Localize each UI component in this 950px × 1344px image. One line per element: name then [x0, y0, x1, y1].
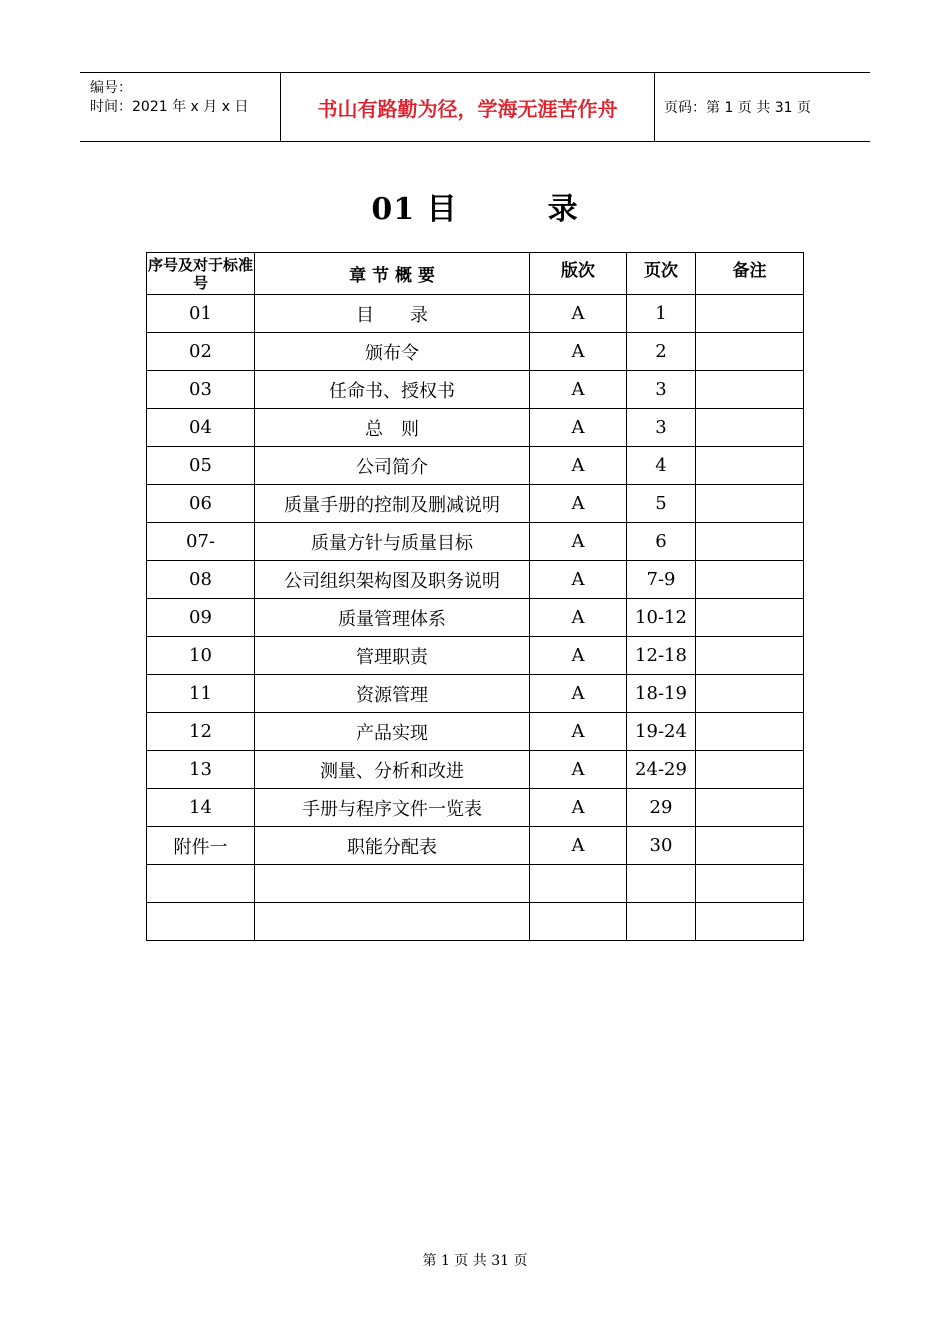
cell-version: A — [530, 295, 627, 333]
cell-version: A — [530, 675, 627, 713]
cell-pages: 30 — [627, 827, 696, 865]
cell-version: A — [530, 409, 627, 447]
table-row — [147, 903, 804, 941]
page-title — [0, 184, 950, 228]
cell-number: 11 — [147, 675, 255, 713]
cell-remarks — [696, 751, 804, 789]
cell-pages: 29 — [627, 789, 696, 827]
cell-remarks — [696, 561, 804, 599]
cell-chapter: 任命书、授权书 — [255, 371, 530, 409]
cell-pages: 19-24 — [627, 713, 696, 751]
table-row — [147, 599, 804, 637]
cell-pages: 3 — [627, 409, 696, 447]
cell-version: A — [530, 713, 627, 751]
cell-number: 09 — [147, 599, 255, 637]
cell-version: A — [530, 827, 627, 865]
time-label: 时间：2021 年 x 月 x 日 — [90, 99, 249, 115]
cell-number: 12 — [147, 713, 255, 751]
cell-number: 14 — [147, 789, 255, 827]
cell-remarks — [696, 523, 804, 561]
title-part2: 录 — [547, 192, 579, 227]
table-row — [147, 827, 804, 865]
table-row — [147, 789, 804, 827]
cell-remarks — [696, 409, 804, 447]
cell-chapter: 质量方针与质量目标 — [255, 523, 530, 561]
cell-version — [530, 865, 627, 903]
cell-remarks — [696, 447, 804, 485]
cell-version: A — [530, 333, 627, 371]
cell-pages: 4 — [627, 447, 696, 485]
table-row — [147, 447, 804, 485]
cell-pages: 12-18 — [627, 637, 696, 675]
cell-chapter: 产品实现 — [255, 713, 530, 751]
table-row — [147, 409, 804, 447]
table-row — [147, 713, 804, 751]
cell-version — [530, 903, 627, 941]
table-row — [147, 333, 804, 371]
cell-version: A — [530, 485, 627, 523]
cell-pages: 5 — [627, 485, 696, 523]
cell-pages: 18-19 — [627, 675, 696, 713]
header-chapter: 章 节 概 要 — [255, 253, 530, 295]
cell-remarks — [696, 713, 804, 751]
cell-number: 02 — [147, 333, 255, 371]
header-meta — [80, 73, 281, 141]
table-row — [147, 371, 804, 409]
cell-chapter: 颁布令 — [255, 333, 530, 371]
cell-pages: 2 — [627, 333, 696, 371]
cell-version: A — [530, 447, 627, 485]
title-number: 01 — [371, 192, 416, 227]
cell-version: A — [530, 523, 627, 561]
cell-remarks — [696, 827, 804, 865]
cell-remarks — [696, 903, 804, 941]
toc-table — [146, 252, 804, 941]
cell-pages: 3 — [627, 371, 696, 409]
table-header-row — [147, 253, 804, 295]
cell-version: A — [530, 371, 627, 409]
table-row — [147, 865, 804, 903]
cell-number — [147, 865, 255, 903]
header-number: 序号及对于标准号 — [147, 253, 255, 295]
page-footer: 第 1 页 共 31 页 — [422, 1253, 528, 1269]
cell-chapter: 管理职责 — [255, 637, 530, 675]
table-row — [147, 485, 804, 523]
header-version: 版次 — [530, 253, 627, 295]
title-part1: 目 — [426, 192, 458, 227]
cell-pages: 6 — [627, 523, 696, 561]
cell-chapter: 公司组织架构图及职务说明 — [255, 561, 530, 599]
cell-pages — [627, 865, 696, 903]
cell-number: 04 — [147, 409, 255, 447]
cell-version: A — [530, 751, 627, 789]
cell-number: 05 — [147, 447, 255, 485]
cell-remarks — [696, 371, 804, 409]
cell-number: 07- — [147, 523, 255, 561]
cell-chapter: 资源管理 — [255, 675, 530, 713]
cell-number: 01 — [147, 295, 255, 333]
cell-remarks — [696, 295, 804, 333]
cell-chapter: 目 录 — [255, 295, 530, 333]
cell-remarks — [696, 675, 804, 713]
header-remarks: 备注 — [696, 253, 804, 295]
cell-number: 08 — [147, 561, 255, 599]
header-page-info: 页码：第 1 页 共 31 页 — [664, 100, 811, 116]
cell-remarks — [696, 865, 804, 903]
serial-label: 编号： — [90, 80, 132, 96]
cell-pages: 1 — [627, 295, 696, 333]
cell-number: 附件一 — [147, 827, 255, 865]
cell-chapter: 质量手册的控制及删减说明 — [255, 485, 530, 523]
cell-pages: 7-9 — [627, 561, 696, 599]
cell-version: A — [530, 561, 627, 599]
header-motto: 书山有路勤为径，学海无涯苦作舟 — [281, 73, 655, 141]
table-row — [147, 295, 804, 333]
cell-remarks — [696, 485, 804, 523]
header-pages: 页次 — [627, 253, 696, 295]
cell-pages: 24-29 — [627, 751, 696, 789]
table-row — [147, 675, 804, 713]
cell-chapter — [255, 865, 530, 903]
cell-number: 13 — [147, 751, 255, 789]
cell-chapter: 职能分配表 — [255, 827, 530, 865]
cell-version: A — [530, 789, 627, 827]
table-row — [147, 751, 804, 789]
table-row — [147, 523, 804, 561]
cell-number: 03 — [147, 371, 255, 409]
cell-number: 06 — [147, 485, 255, 523]
table-row — [147, 561, 804, 599]
cell-chapter: 公司简介 — [255, 447, 530, 485]
cell-chapter: 总 则 — [255, 409, 530, 447]
cell-remarks — [696, 599, 804, 637]
cell-chapter: 质量管理体系 — [255, 599, 530, 637]
cell-version: A — [530, 637, 627, 675]
cell-number: 10 — [147, 637, 255, 675]
cell-pages — [627, 903, 696, 941]
cell-pages: 10-12 — [627, 599, 696, 637]
cell-chapter: 测量、分析和改进 — [255, 751, 530, 789]
cell-number — [147, 903, 255, 941]
cell-remarks — [696, 333, 804, 371]
cell-chapter — [255, 903, 530, 941]
cell-chapter: 手册与程序文件一览表 — [255, 789, 530, 827]
page-header — [80, 72, 870, 142]
table-row — [147, 637, 804, 675]
cell-version: A — [530, 599, 627, 637]
cell-remarks — [696, 637, 804, 675]
cell-remarks — [696, 789, 804, 827]
